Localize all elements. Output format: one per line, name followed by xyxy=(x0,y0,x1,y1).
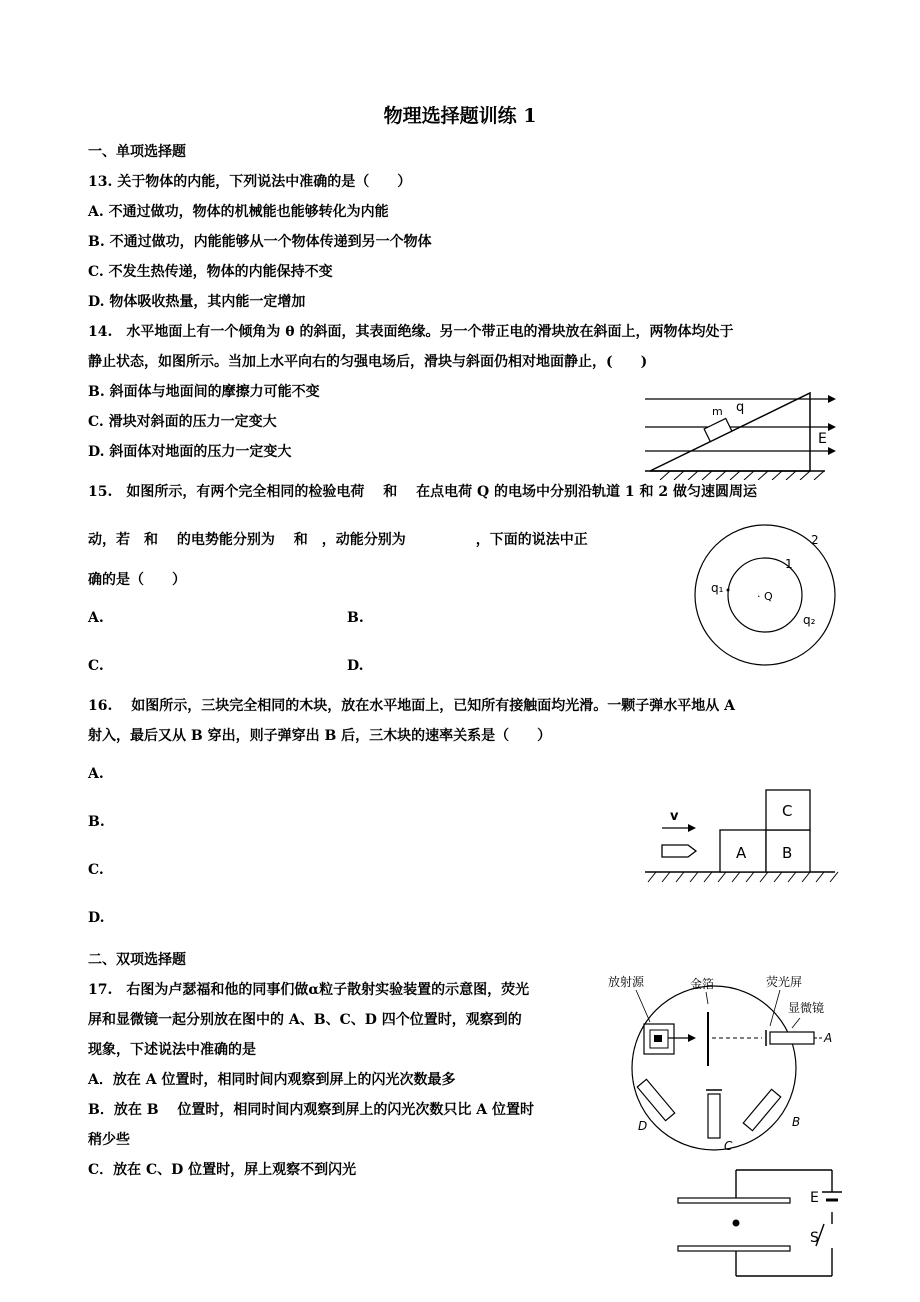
q13-stem: 13. 关于物体的内能，下列说法中准确的是（ ） xyxy=(88,174,412,190)
q16-fig-label-a: A xyxy=(736,844,747,862)
q17-microscope-c xyxy=(708,1094,720,1138)
q13-option-b: B. 不通过做功，内能能够从一个物体传递到另一个物体 xyxy=(88,234,432,250)
q15-option-d: D. xyxy=(347,658,364,674)
q13-option-d: D. 物体吸收热量，其内能一定增加 xyxy=(88,294,306,310)
q16-stem-line2: 射入，最后又从 B 穿出，则子弹穿出 B 后，三木块的速率关系是（ ） xyxy=(88,728,552,744)
q17-stem-line1: 17. 右图为卢瑟福和他的同事们做α粒子散射实验装置的示意图，荧光 xyxy=(88,982,530,998)
q13-option-a: A. 不通过做功，物体的机械能也能够转化为内能 xyxy=(88,204,389,220)
q15-stem-line1: 15. 如图所示，有两个完全相同的检验电荷 和 在点电荷 Q 的电场中分别沿轨道 1 和 2 做匀速圆周运 xyxy=(88,484,758,500)
q17-microscope-a xyxy=(770,1032,814,1044)
section-double-choice: 二、双项选择题 xyxy=(88,952,186,968)
q17-option-b-line1: B．放在 B 位置时，相同时间内观察到屏上的闪光次数只比 A 位置时 xyxy=(88,1102,535,1118)
q14-fig-label-m: m xyxy=(712,405,723,418)
q14-option-c: C. 滑块对斜面的压力一定变大 xyxy=(88,414,277,430)
q18-fig-label-e: E xyxy=(810,1190,819,1206)
q17-fig-label-source: 放射源 xyxy=(608,975,645,989)
q17-fig-label-microscope: 显微镜 xyxy=(788,1001,825,1015)
q18-charged-drop xyxy=(733,1220,740,1227)
q14-stem-line1: 14. 水平地面上有一个倾角为 θ 的斜面，其表面绝缘。另一个带正电的滑块放在斜面上，两物体均处于 xyxy=(88,324,734,340)
q17-fig-label-d: D xyxy=(638,1119,648,1133)
q18-bottom-plate xyxy=(678,1246,790,1251)
q15-fig-label-q1: q₁ xyxy=(711,581,724,595)
q14-fig-label-e: E xyxy=(818,431,827,447)
q14-incline-figure xyxy=(640,385,840,480)
q16-option-a: A. xyxy=(88,766,104,782)
q14-fig-label-q: q xyxy=(736,400,745,415)
q16-option-d: D. xyxy=(88,910,105,926)
q16-option-b: B. xyxy=(88,814,105,830)
q15-fig-label-2: 2 xyxy=(811,533,819,547)
q17-option-a: A．放在 A 位置时，相同时间内观察到屏上的闪光次数最多 xyxy=(88,1072,456,1088)
q14-option-b: B. 斜面体与地面间的摩擦力可能不变 xyxy=(88,384,320,400)
q14-slider-block xyxy=(704,418,732,441)
q16-fig-label-b: B xyxy=(782,844,793,862)
q17-fig-label-screen: 荧光屏 xyxy=(766,975,803,989)
q14-stem-line2: 静止状态，如图所示。当加上水平向右的匀强电场后，滑块与斜面仍相对地面静止，( ) xyxy=(88,354,648,370)
q17-stem-line3: 现象，下述说法中准确的是 xyxy=(88,1042,256,1058)
q18-top-plate xyxy=(678,1198,790,1203)
q17-fig-label-c: C xyxy=(724,1139,733,1153)
q17-option-b-line2: 稍少些 xyxy=(88,1132,130,1148)
q16-bullet xyxy=(662,845,696,857)
q17-microscope-d xyxy=(637,1079,674,1120)
q15-stem-line2: 动，若 和 的电势能分别为 和 ，动能分别为 ，下面的说法中正 xyxy=(88,532,588,548)
q17-scattering-figure xyxy=(600,968,840,1158)
q15-fig-label-q2: q₂ xyxy=(803,613,816,627)
page-title: 物理选择题训练 1 xyxy=(383,105,537,127)
q14-option-d: D. 斜面体对地面的压力一定变大 xyxy=(88,444,292,460)
q15-option-a: A. xyxy=(88,610,104,626)
q15-fig-label-1: 1 xyxy=(785,557,793,571)
q17-stem-line2: 屏和显微镜一起分别放在图中的 A、B、C、D 四个位置时，观察到的 xyxy=(88,1012,522,1028)
q17-fig-label-b: B xyxy=(792,1115,801,1129)
q16-fig-label-c: C xyxy=(782,802,793,820)
q18-capacitor-figure xyxy=(670,1168,850,1280)
q17-fig-label-a: A xyxy=(824,1031,833,1045)
q15-option-c: C. xyxy=(88,658,104,674)
q16-option-c: C. xyxy=(88,862,104,878)
section-single-choice: 一、单项选择题 xyxy=(88,144,186,160)
q17-microscope-b xyxy=(743,1089,780,1130)
q17-option-c: C．放在 C、D 位置时，屏上观察不到闪光 xyxy=(88,1162,357,1178)
q18-fig-label-s: S xyxy=(810,1230,819,1246)
q13-option-c: C. 不发生热传递，物体的内能保持不变 xyxy=(88,264,333,280)
q17-fig-label-foil: 金箔 xyxy=(690,977,715,991)
q16-blocks-figure xyxy=(640,782,840,890)
q15-option-b: B. xyxy=(347,610,364,626)
q15-fig-label-center-q: · Q xyxy=(757,590,773,603)
q16-stem-line1: 16. 如图所示，三块完全相同的木块，放在水平地面上，已知所有接触面均光滑。一颗子弹水平地从 A xyxy=(88,698,735,714)
q16-fig-label-v: v xyxy=(670,809,679,824)
q15-orbits-figure xyxy=(685,520,845,670)
q15-stem-line3: 确的是（ ） xyxy=(88,572,186,588)
